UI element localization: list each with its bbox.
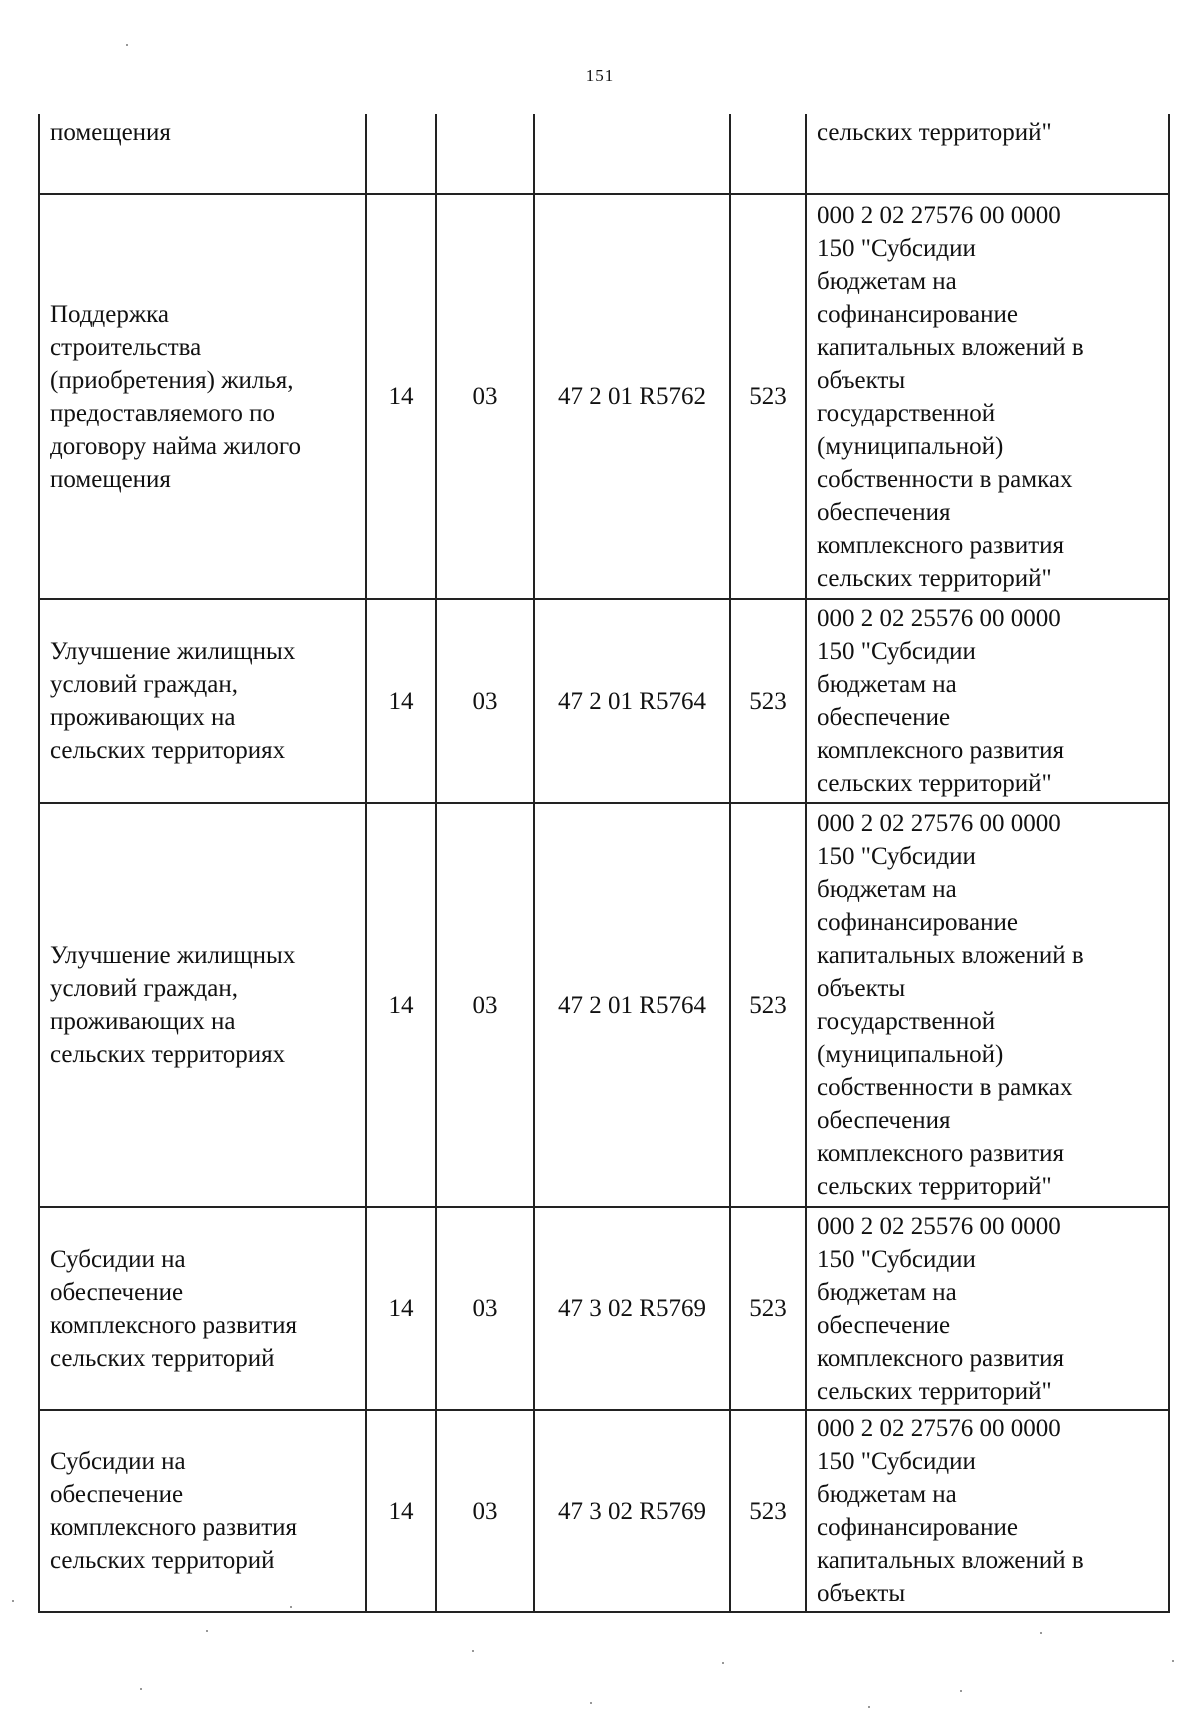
target-cell: [534, 803, 730, 1207]
expense-type-code: 523: [749, 687, 787, 715]
type-cell: [730, 1207, 806, 1410]
subsection-code: 03: [472, 383, 498, 410]
subsection-cell: [436, 599, 534, 803]
scan-speck: [206, 1630, 208, 1632]
subsection-cell: [436, 1410, 534, 1612]
type-cell: [730, 1410, 806, 1612]
target-code: 47 3 02 R5769: [558, 1497, 706, 1525]
row-name-cell: [39, 114, 366, 194]
subsection-cell: [436, 1207, 534, 1410]
target-code: 47 2 01 R5764: [558, 991, 706, 1019]
budget-table: [38, 114, 1170, 1613]
table-row: [39, 194, 1169, 599]
scan-speck: [960, 1690, 962, 1692]
type-cell: [730, 114, 806, 194]
row-name: Улучшение жилищных условий граждан, проживающих на сельских территориях: [50, 942, 296, 1068]
section-cell: [366, 1410, 436, 1612]
row-name-cell: [39, 599, 366, 803]
income-code-text: 000 2 02 25576 00 0000 150 "Субсидии бюджетам на обеспечение комплексного развития сельских территорий": [817, 1212, 1065, 1405]
target-code: 47 3 02 R5769: [558, 1295, 706, 1322]
expense-type-code: 523: [749, 1497, 787, 1525]
target-cell: [534, 114, 730, 194]
income-code-text: сельских территорий": [817, 119, 1052, 146]
row-name: Улучшение жилищных условий граждан, проживающих на сельских территориях: [50, 638, 296, 764]
income-cell: [806, 1207, 1169, 1410]
section-cell: [366, 1207, 436, 1410]
section-code: 14: [388, 687, 414, 715]
target-cell: [534, 1207, 730, 1410]
target-cell: [534, 1410, 730, 1612]
subsection-cell: [436, 803, 534, 1207]
expense-type-code: 523: [749, 1295, 787, 1322]
section-cell: [366, 194, 436, 599]
target-code: 47 2 01 R5764: [558, 687, 706, 715]
row-name: Субсидии на обеспечение комплексного развития сельских территорий: [50, 1448, 298, 1574]
row-name: помещения: [50, 119, 171, 146]
section-cell: [366, 803, 436, 1207]
row-name: Поддержка строительства (приобретения) жилья, предоставляемого по договору найма жилого помещения: [50, 300, 302, 493]
scan-speck: [1172, 1660, 1174, 1662]
row-name-cell: [39, 803, 366, 1207]
income-cell: [806, 194, 1169, 599]
target-code: 47 2 01 R5762: [558, 383, 706, 410]
section-code: 14: [388, 1497, 414, 1525]
table-row: [39, 1207, 1169, 1410]
scan-speck: [868, 1706, 870, 1708]
expense-type-code: 523: [749, 383, 787, 410]
subsection-code: 03: [472, 991, 498, 1019]
type-cell: [730, 194, 806, 599]
row-name: Субсидии на обеспечение комплексного развития сельских территорий: [50, 1245, 298, 1372]
income-cell: [806, 114, 1169, 194]
section-cell: [366, 599, 436, 803]
income-cell: [806, 1410, 1169, 1612]
subsection-code: 03: [472, 1497, 498, 1525]
type-cell: [730, 599, 806, 803]
income-cell: [806, 803, 1169, 1207]
scan-speck: [126, 44, 128, 46]
scan-speck: [722, 1662, 724, 1664]
subsection-code: 03: [472, 687, 498, 715]
section-cell: [366, 114, 436, 194]
row-name-cell: [39, 1207, 366, 1410]
section-code: 14: [388, 1295, 414, 1322]
table-row: [39, 114, 1169, 194]
subsection-cell: [436, 114, 534, 194]
subsection-code: 03: [472, 1295, 498, 1322]
section-code: 14: [388, 991, 414, 1019]
scan-speck: [12, 1600, 14, 1602]
income-code-text: 000 2 02 27576 00 0000 150 "Субсидии бюджетам на софинансирование капитальных вложений в объекты государственной (муниципальной) собственности в рамках обеспечения комплексного развития сельских территорий": [817, 201, 1084, 592]
table-row: [39, 599, 1169, 803]
type-cell: [730, 803, 806, 1207]
scan-speck: [140, 1688, 142, 1690]
scan-speck: [590, 1702, 592, 1704]
scan-speck: [290, 1606, 292, 1608]
page-number: 151: [585, 66, 615, 85]
row-name-cell: [39, 1410, 366, 1612]
target-cell: [534, 194, 730, 599]
scan-speck: [472, 1650, 474, 1652]
section-code: 14: [388, 383, 414, 410]
income-cell: [806, 599, 1169, 803]
target-cell: [534, 599, 730, 803]
income-code-text: 000 2 02 27576 00 0000 150 "Субсидии бюджетам на софинансирование капитальных вложений в объекты государственной (муниципальной) собственности в рамках обеспечения комплексного развития сельских территорий": [817, 810, 1084, 1200]
subsection-cell: [436, 194, 534, 599]
table-row: [39, 1410, 1169, 1612]
income-code-text: 000 2 02 27576 00 0000 150 "Субсидии бюджетам на софинансирование капитальных вложений в объекты: [817, 1415, 1084, 1607]
scan-speck: [1040, 1632, 1042, 1634]
row-name-cell: [39, 194, 366, 599]
expense-type-code: 523: [749, 991, 787, 1019]
table-row: [39, 803, 1169, 1207]
income-code-text: 000 2 02 25576 00 0000 150 "Субсидии бюджетам на обеспечение комплексного развития сельских территорий": [817, 605, 1065, 797]
